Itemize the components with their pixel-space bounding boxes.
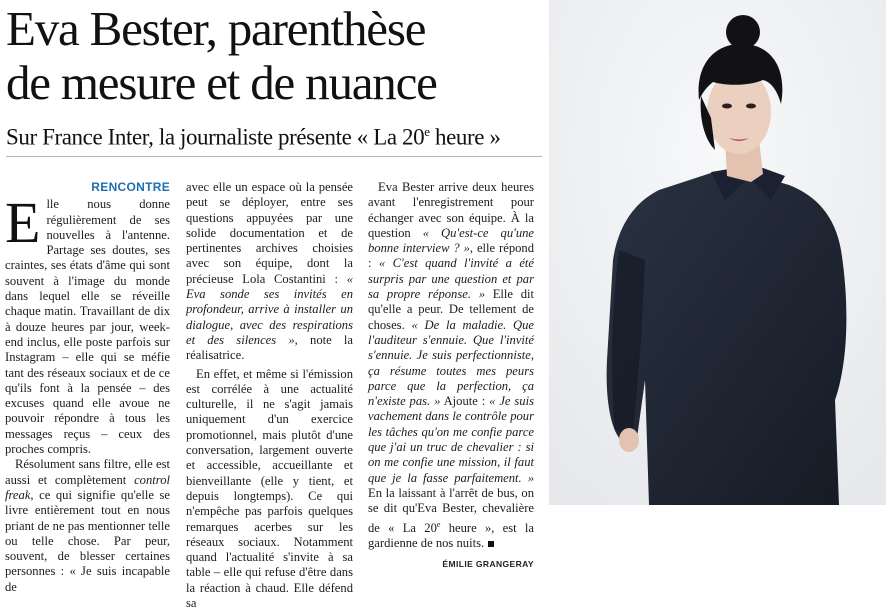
headline-line-1: Eva Bester, parenthèse xyxy=(6,1,426,56)
drop-cap: E xyxy=(5,190,41,256)
headline xyxy=(6,2,546,110)
portrait-photo xyxy=(549,0,886,505)
paragraph-text: Elle dit qu'elle a peur. De tellement de choses. xyxy=(368,287,534,332)
author-signature: ÉMILIE GRANGERAY xyxy=(442,559,534,570)
paragraph-text: En effet, et même si l'émission est corrélée à une actualité culturelle, il ne s'agit jamais uniquement d'un exercice promotionnel, mais plutôt d'une conversation, largement ouverte et accessible, accueillante et bienveillante (elle y tient, et depuis longtemps). Ce qui n'empêche pas parfois quelques remarques acerbes sur les réseaux sociaux. Notamment quand l'actualité s'invite à sa table – elle qui refuse d'être dans la réaction à chaud. Elle défend sa xyxy=(186,366,353,611)
paragraph-text: , ce qui signifie qu'elle se livre entièrement tout en nous priant de ne pas mentionner telle ou telle chose. Par peur, souvent, de blesser certaines personnes : « Je suis incapable de xyxy=(5,487,170,594)
quote: « Eva sonde ses invités en profondeur, arrive à installer un dialogue, avec des respirations et des silences » xyxy=(186,271,353,347)
paragraph xyxy=(5,457,170,595)
article-column-3 xyxy=(368,180,534,573)
subhead-text-end: heure » xyxy=(429,124,501,150)
paragraph-text: Eva Bester arrive deux heures avant l'enregistrement pour échanger avec son équipe. À la question xyxy=(368,180,534,240)
quote: « C'est quand l'invité a été surpris par une question et par sa propre réponse. » xyxy=(368,256,534,302)
quote: « De la maladie. Que l'auditeur s'ennuie. Que l'invité s'ennuie. Je suis perfectionniste, ça résume toutes mes peurs parce que la perfection, ça n'existe pas. » xyxy=(368,317,534,409)
quote: « Je suis vachement dans le contrôle pour les tâches qu'on me confie parce que j'ai un truc de chevalier : si on me confie une mission, il faut que je la fasse parfaitement. » xyxy=(368,394,534,485)
end-mark xyxy=(488,541,494,547)
subheadline xyxy=(6,118,546,152)
paragraph-emphasis: control freak xyxy=(5,472,170,502)
paragraph xyxy=(186,180,353,364)
paragraph-text: avec elle un espace où la pensée peut se déployer, entre ses questions appuyées par une solide documentation et de pertinentes archives choisies avec son équipe, dont la précieuse Lola Costantini : xyxy=(186,180,353,286)
quote: « Qu'est-ce qu'une bonne interview ? » xyxy=(368,225,535,256)
paragraph-text: heure », est la gardienne de nos nuits. xyxy=(368,520,534,551)
paragraph-text: En la laissant à l'arrêt de bus, on se dit qu'Eva Bester, chevalière de « La 20 xyxy=(368,485,534,535)
paragraph-text: , elle répond : xyxy=(368,241,535,271)
paragraph-text: Ajoute : xyxy=(440,394,490,409)
paragraph-text: lle nous donne régulièrement de ses nouvelles à l'antenne. Partage ses doutes, ses craintes, ses états d'âme qui sont souvent à l'image du monde dans lequel elle se réveille chaque matin. Travaillant de dix à douze heures par jour, week-end inclus, elle poste parfois sur Instagram – elle qui se méfie tant des réseaux sociaux et de ce qu'ils font à la pensée – des excuses quand elle avoue ne pouvoir répondre à tous les messages reçus – ceux des proches compris. xyxy=(5,197,170,457)
eye-left xyxy=(722,104,732,109)
subhead-text: Sur France Inter, la journaliste présente « La 20 xyxy=(6,124,425,150)
section-kicker: RENCONTRE xyxy=(91,180,170,194)
eye-right xyxy=(746,104,756,109)
paragraph xyxy=(368,180,534,551)
hand xyxy=(619,428,639,452)
article-column-2 xyxy=(186,180,353,611)
hair-bun xyxy=(726,15,760,49)
paragraph xyxy=(186,367,353,611)
subhead-superscript: e xyxy=(424,124,430,139)
article-column-1 xyxy=(5,180,170,595)
superscript: e xyxy=(436,519,441,529)
paragraph-text: Résolument sans filtre, elle est aussi et complètement xyxy=(5,457,170,487)
paragraph xyxy=(5,190,170,457)
divider-rule xyxy=(6,156,542,157)
paragraph-text: , note la réalisatrice. xyxy=(186,332,354,363)
headline-line-2: de mesure et de nuance xyxy=(6,55,437,110)
portrait-illustration xyxy=(549,0,886,505)
